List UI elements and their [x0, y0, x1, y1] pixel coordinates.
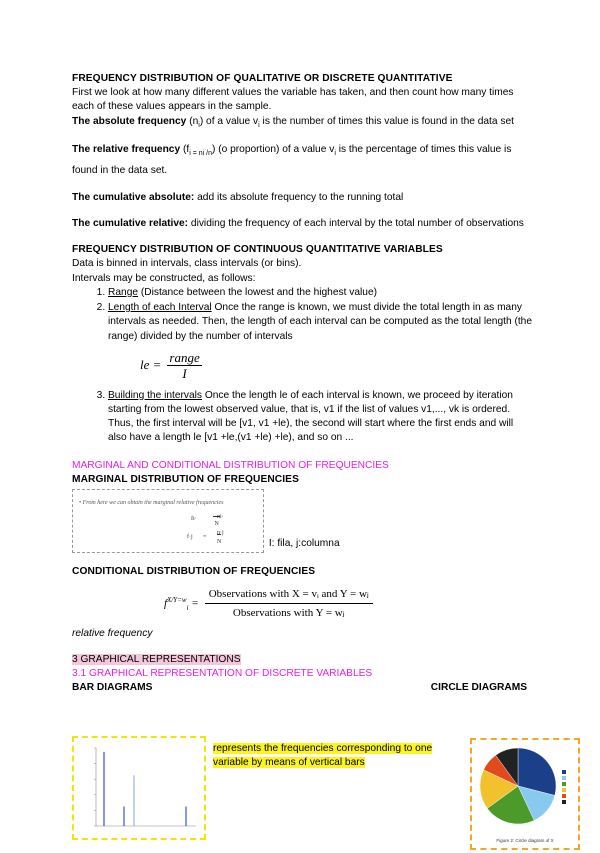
conditional-caption: relative frequency — [72, 627, 153, 639]
marginal-formula-image: • From here we can obtain the marginal relative frequencies fi· ni· N f·j = n·j N — [72, 489, 264, 553]
marginal-title: MARGINAL DISTRIBUTION OF FREQUENCIES — [72, 473, 299, 485]
constructed-line: Intervals may be constructed, as follows: — [72, 272, 256, 284]
legend-swatch — [562, 770, 566, 774]
section-title-qualitative: FREQUENCY DISTRIBUTION OF QUALITATIVE OR DISCRETE QUANTITATIVE — [72, 73, 453, 84]
circle-diagrams-title: CIRCLE DIAGRAMS — [430, 682, 527, 694]
graphical-section-title: 3 GRAPHICAL REPRESENTATIONS — [72, 653, 241, 665]
list-item-length: 2. Length of each Interval Once the range is known, we must divide the total length in as many intervals as needed. Then, the length of each interval can be computed as the total length (the range) divided by the number of intervals le = $\frac{\text{range}}{I}$ — [108, 301, 532, 381]
conditional-formula: $f^{X/Y=w}_i$ = $\frac{\text{Observations with X = vᵢ and Y = wⱼ}}{\text{Observations with Y = wⱼ}}$ — [164, 587, 532, 620]
legend-swatch — [562, 776, 566, 780]
page-content — [72, 72, 532, 695]
bar-diagram-description: represents the frequencies corresponding to one variable by means of vertical bars — [213, 743, 433, 769]
list-item-range: 1. Range (Distance between the lowest and the highest value) — [108, 286, 532, 300]
bar-chart — [74, 738, 204, 838]
list-item-building: 3. Building the intervals Once the length le of each interval is known, we proceed by iteration starting from the lowest observed value, that is, v1 if the list of values v1,..., vk is ordered. Thus, the first interval will be [v1, v1 +le), the second will start where the first ends and will also have a length le [v1 +le,(v1 +le) +le), and so on ... — [108, 389, 532, 446]
interval-steps-list — [72, 286, 532, 446]
bar-diagrams-title: BAR DIAGRAMS — [72, 682, 153, 694]
binned-line: Data is binned in intervals, class intervals (or bins). — [72, 258, 302, 270]
absolute-frequency-def: The absolute frequency $(n_i)$ of a value $v_i$ is the number of times this value is found in the data set — [72, 115, 514, 129]
legend-swatch — [562, 788, 566, 792]
intro-paragraph: First we look at how many different values the variable has taken, and then count how many times each of these values appears in the sample. — [72, 87, 514, 113]
legend-swatch — [562, 794, 566, 798]
legend-swatch — [562, 800, 566, 804]
pie-chart — [472, 740, 578, 848]
cumulative-relative-def: The cumulative relative: dividing the frequency of each interval by the total number of observations — [72, 218, 524, 230]
section-title-continuous: FREQUENCY DISTRIBUTION OF CONTINUOUS QUANTITATIVE VARIABLES — [72, 244, 443, 256]
conditional-title: CONDITIONAL DISTRIBUTION OF FREQUENCIES — [72, 565, 316, 577]
pie-chart-figure — [470, 738, 580, 850]
graphical-subsection-title: 3.1 GRAPHICAL REPRESENTATION OF DISCRETE VARIABLES — [72, 667, 373, 679]
pink-section-title: MARGINAL AND CONDITIONAL DISTRIBUTION OF FREQUENCIES — [72, 459, 389, 471]
relative-frequency-def: The relative frequency $(f_{i = ni /n})$ (o proportion) of a value $v_i$ is the percentage of times this value is found in the data set. — [72, 143, 512, 176]
cumulative-absolute-def: The cumulative absolute: add its absolute frequency to the running total — [72, 191, 404, 203]
pie-caption: Figure 2: Circle diagram of X — [496, 838, 554, 843]
marginal-caption: I: fila, j:columna — [268, 537, 340, 549]
interval-length-formula: le = $\frac{\text{range}}{I}$ — [140, 349, 200, 381]
bar-chart-figure — [72, 736, 206, 840]
legend-swatch — [562, 782, 566, 786]
